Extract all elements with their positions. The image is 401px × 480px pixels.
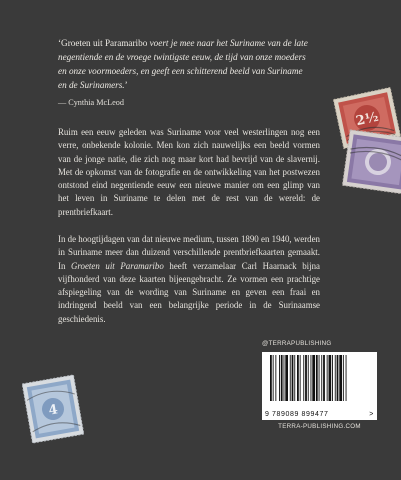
red-stamp-value: 2½ — [354, 109, 380, 130]
barcode-bar — [312, 355, 315, 401]
barcode-bars — [262, 355, 377, 411]
isbn-arrow: > — [369, 411, 374, 418]
barcode-bar — [339, 355, 342, 401]
barcode-bar — [284, 355, 285, 401]
barcode-bar — [290, 355, 291, 401]
barcode-bar — [275, 355, 276, 401]
barcode-bar — [285, 355, 288, 401]
paragraph-2-part-a: In de hoogtijdagen van dat nieuwe medium, tussen 1890 en 1940, werden in Suriname meer dan duizend verschillende prentbriefkaarten gemaakt. In — [58, 234, 320, 271]
barcode-bar — [303, 355, 304, 401]
barcode-bar — [297, 355, 299, 401]
barcode-bar — [294, 355, 295, 401]
barcode-bar — [343, 355, 344, 401]
barcode-bar — [281, 355, 283, 401]
barcode-bar — [321, 355, 322, 401]
purple-stamp — [341, 129, 401, 196]
isbn-number — [265, 411, 374, 418]
barcode-bar — [329, 355, 332, 401]
blue-stamp-value: 4 — [47, 402, 60, 419]
body-paragraph-1: Ruim een eeuw geleden was Suriname voor veel westerlingen nog een verre, onbekende kolonie. Men kon zich nauwelijks een beeld vormen van de jonge natie, die zich nog maar kort had bevrijd van de slavernij. Met de opkomst van de fotografie en de ontwikkeling van het postwezen ontstond eind negentiende eeuw een nieuwe manier om een glimp van het leven in Suriname te delen met de rest van de wereld: de prentbriefkaart. — [58, 127, 320, 217]
barcode-bar — [279, 355, 280, 401]
barcode-bar — [308, 355, 309, 401]
barcode-bar — [323, 355, 325, 401]
quote — [58, 36, 308, 92]
barcode-bar — [311, 355, 312, 401]
quote-lead: ‘Groeten uit Paramaribo — [58, 38, 150, 48]
quote-author: — Cynthia McLeod — [58, 98, 124, 107]
barcode-bar — [327, 355, 328, 401]
publisher-website[interactable]: TERRA-PUBLISHING.COM — [278, 423, 361, 430]
barcode-bar — [319, 355, 320, 401]
isbn-digits: 9 789089 899477 — [265, 411, 329, 418]
barcode-bar — [332, 355, 333, 401]
barcode-bar — [346, 355, 347, 401]
barcode-bar — [316, 355, 318, 401]
publisher-handle[interactable]: @TERRAPUBLISHING — [262, 340, 332, 347]
barcode-bar — [300, 355, 301, 401]
quote-italic: voert je mee naar het Suriname van de late negentiende en de vroege twintigste eeuw, de tijd van onze moeders en onze voormoeders, en geeft een schitterend beeld van Suriname en de Surinamers. — [58, 38, 308, 90]
isbn-barcode — [262, 352, 377, 420]
barcode-bar — [270, 355, 272, 401]
quote-close: ’ — [124, 80, 128, 90]
blue-stamp — [21, 374, 85, 444]
barcode-bar — [335, 355, 336, 401]
book-title-inline: Groeten uit Paramaribo — [71, 260, 164, 271]
barcode-bar — [273, 355, 274, 401]
barcode-bar — [292, 355, 294, 401]
barcode-bar — [337, 355, 339, 401]
barcode-bar — [305, 355, 307, 401]
paragraph-2-part-c: heeft verzamelaar Carl Haarnack bijna vijfhonderd van deze kaarten bijeengebracht. Ze vormen een prachtige afspiegeling van de wording van Suriname en geven een fraai en indringend beeld van een belangrijke periode in de Surinaamse geschiedenis. — [58, 260, 320, 324]
body-paragraph-2 — [58, 233, 320, 326]
